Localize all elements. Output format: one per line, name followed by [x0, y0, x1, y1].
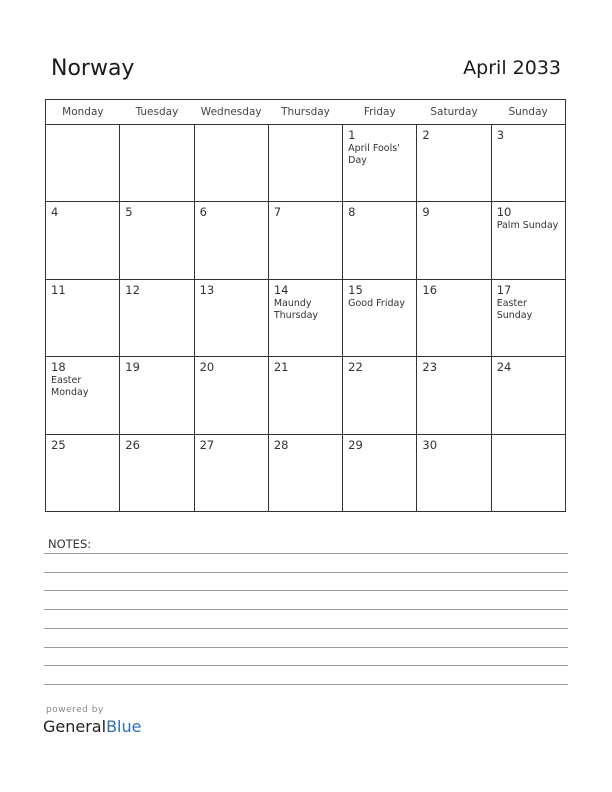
notes-line — [44, 684, 568, 685]
day-number: 22 — [348, 360, 363, 375]
weekday-header: Thursday — [268, 100, 342, 125]
day-number: 17 — [496, 282, 512, 297]
day-cell — [417, 125, 491, 202]
week-row — [46, 125, 566, 202]
day-cell — [46, 279, 120, 356]
notes-line — [44, 647, 568, 648]
day-number: 1 — [348, 128, 356, 142]
day-number: 20 — [199, 360, 215, 375]
day-cell — [120, 434, 194, 511]
day-number: 12 — [125, 282, 140, 297]
notes-line — [44, 590, 568, 591]
day-number: 25 — [51, 437, 66, 452]
day-number: 26 — [125, 437, 140, 452]
day-number: 13 — [199, 282, 215, 297]
day-number: 3 — [496, 128, 505, 142]
weekday-header-row — [46, 100, 566, 125]
day-number: 18 — [51, 360, 66, 375]
day-cell — [120, 357, 194, 434]
day-number: 6 — [199, 205, 207, 220]
day-number: 30 — [422, 437, 438, 452]
day-cell — [194, 434, 268, 511]
weekday-header: Tuesday — [120, 100, 194, 125]
notes-label: NOTES: — [48, 537, 92, 551]
day-cell — [46, 125, 120, 202]
day-cell — [46, 434, 120, 511]
day-cell — [343, 202, 417, 279]
day-cell — [194, 202, 268, 279]
week-row — [46, 434, 566, 511]
day-cell — [343, 125, 417, 202]
day-cell — [491, 202, 565, 279]
day-cell — [268, 202, 342, 279]
day-cell — [417, 279, 491, 356]
day-cell — [343, 357, 417, 434]
day-cell — [491, 279, 565, 356]
day-cell — [491, 357, 565, 434]
day-cell — [120, 202, 194, 279]
country-title: Norway — [51, 56, 135, 81]
day-cell — [120, 125, 194, 202]
day-cell — [343, 434, 417, 511]
day-cell — [491, 434, 565, 511]
day-cell — [268, 357, 342, 434]
day-number: 7 — [273, 205, 282, 220]
weekday-header: Monday — [46, 100, 120, 125]
day-number: 14 — [273, 282, 289, 297]
weekday-header: Saturday — [417, 100, 491, 125]
notes-line — [44, 609, 568, 610]
day-cell — [268, 279, 342, 356]
day-cell — [491, 125, 565, 202]
holiday-label: Palm Sunday — [496, 220, 559, 232]
day-number: 16 — [422, 282, 438, 297]
holiday-label: April Fools' Day — [348, 143, 400, 166]
day-number: 5 — [125, 205, 133, 220]
weekday-header: Friday — [343, 100, 417, 125]
brand-blue: Blue — [106, 717, 142, 736]
day-number: 11 — [51, 282, 66, 297]
day-number: 15 — [348, 282, 363, 297]
day-cell — [417, 357, 491, 434]
notes-line — [44, 572, 568, 573]
day-number: 8 — [348, 205, 356, 220]
day-cell — [194, 125, 268, 202]
week-row — [46, 279, 566, 356]
day-cell — [120, 279, 194, 356]
day-cell — [46, 357, 120, 434]
day-number: 28 — [273, 437, 289, 452]
day-number: 9 — [422, 205, 430, 220]
day-cell — [343, 279, 417, 356]
day-number: 23 — [422, 360, 438, 375]
holiday-label: Maundy Thursday — [273, 297, 319, 321]
day-number: 29 — [348, 437, 363, 452]
day-cell — [417, 434, 491, 511]
notes-line — [44, 628, 568, 629]
brand-general: General — [43, 717, 107, 736]
month-title: April 2033 — [463, 57, 561, 79]
weekday-header: Wednesday — [194, 100, 268, 125]
day-number: 4 — [51, 205, 59, 220]
holiday-label: Good Friday — [348, 297, 405, 309]
week-row — [46, 202, 566, 279]
holiday-label: Easter Monday — [51, 375, 89, 399]
day-cell — [194, 279, 268, 356]
holiday-label: Easter Sunday — [496, 297, 533, 321]
notes-line — [44, 553, 568, 554]
day-number: 27 — [199, 437, 215, 452]
day-number: 21 — [273, 360, 289, 375]
powered-by-text: powered by — [46, 705, 104, 715]
generalblue-logo — [43, 717, 141, 736]
weekday-header: Sunday — [491, 100, 565, 125]
notes-line — [44, 665, 568, 666]
day-number: 10 — [496, 205, 512, 220]
day-cell — [46, 202, 120, 279]
day-number: 19 — [125, 360, 140, 375]
day-cell — [268, 434, 342, 511]
day-cell — [194, 357, 268, 434]
day-number: 24 — [496, 360, 512, 375]
week-row — [46, 357, 566, 434]
day-cell — [268, 125, 342, 202]
day-number: 2 — [422, 128, 430, 142]
day-cell — [417, 202, 491, 279]
calendar-grid — [45, 99, 566, 512]
